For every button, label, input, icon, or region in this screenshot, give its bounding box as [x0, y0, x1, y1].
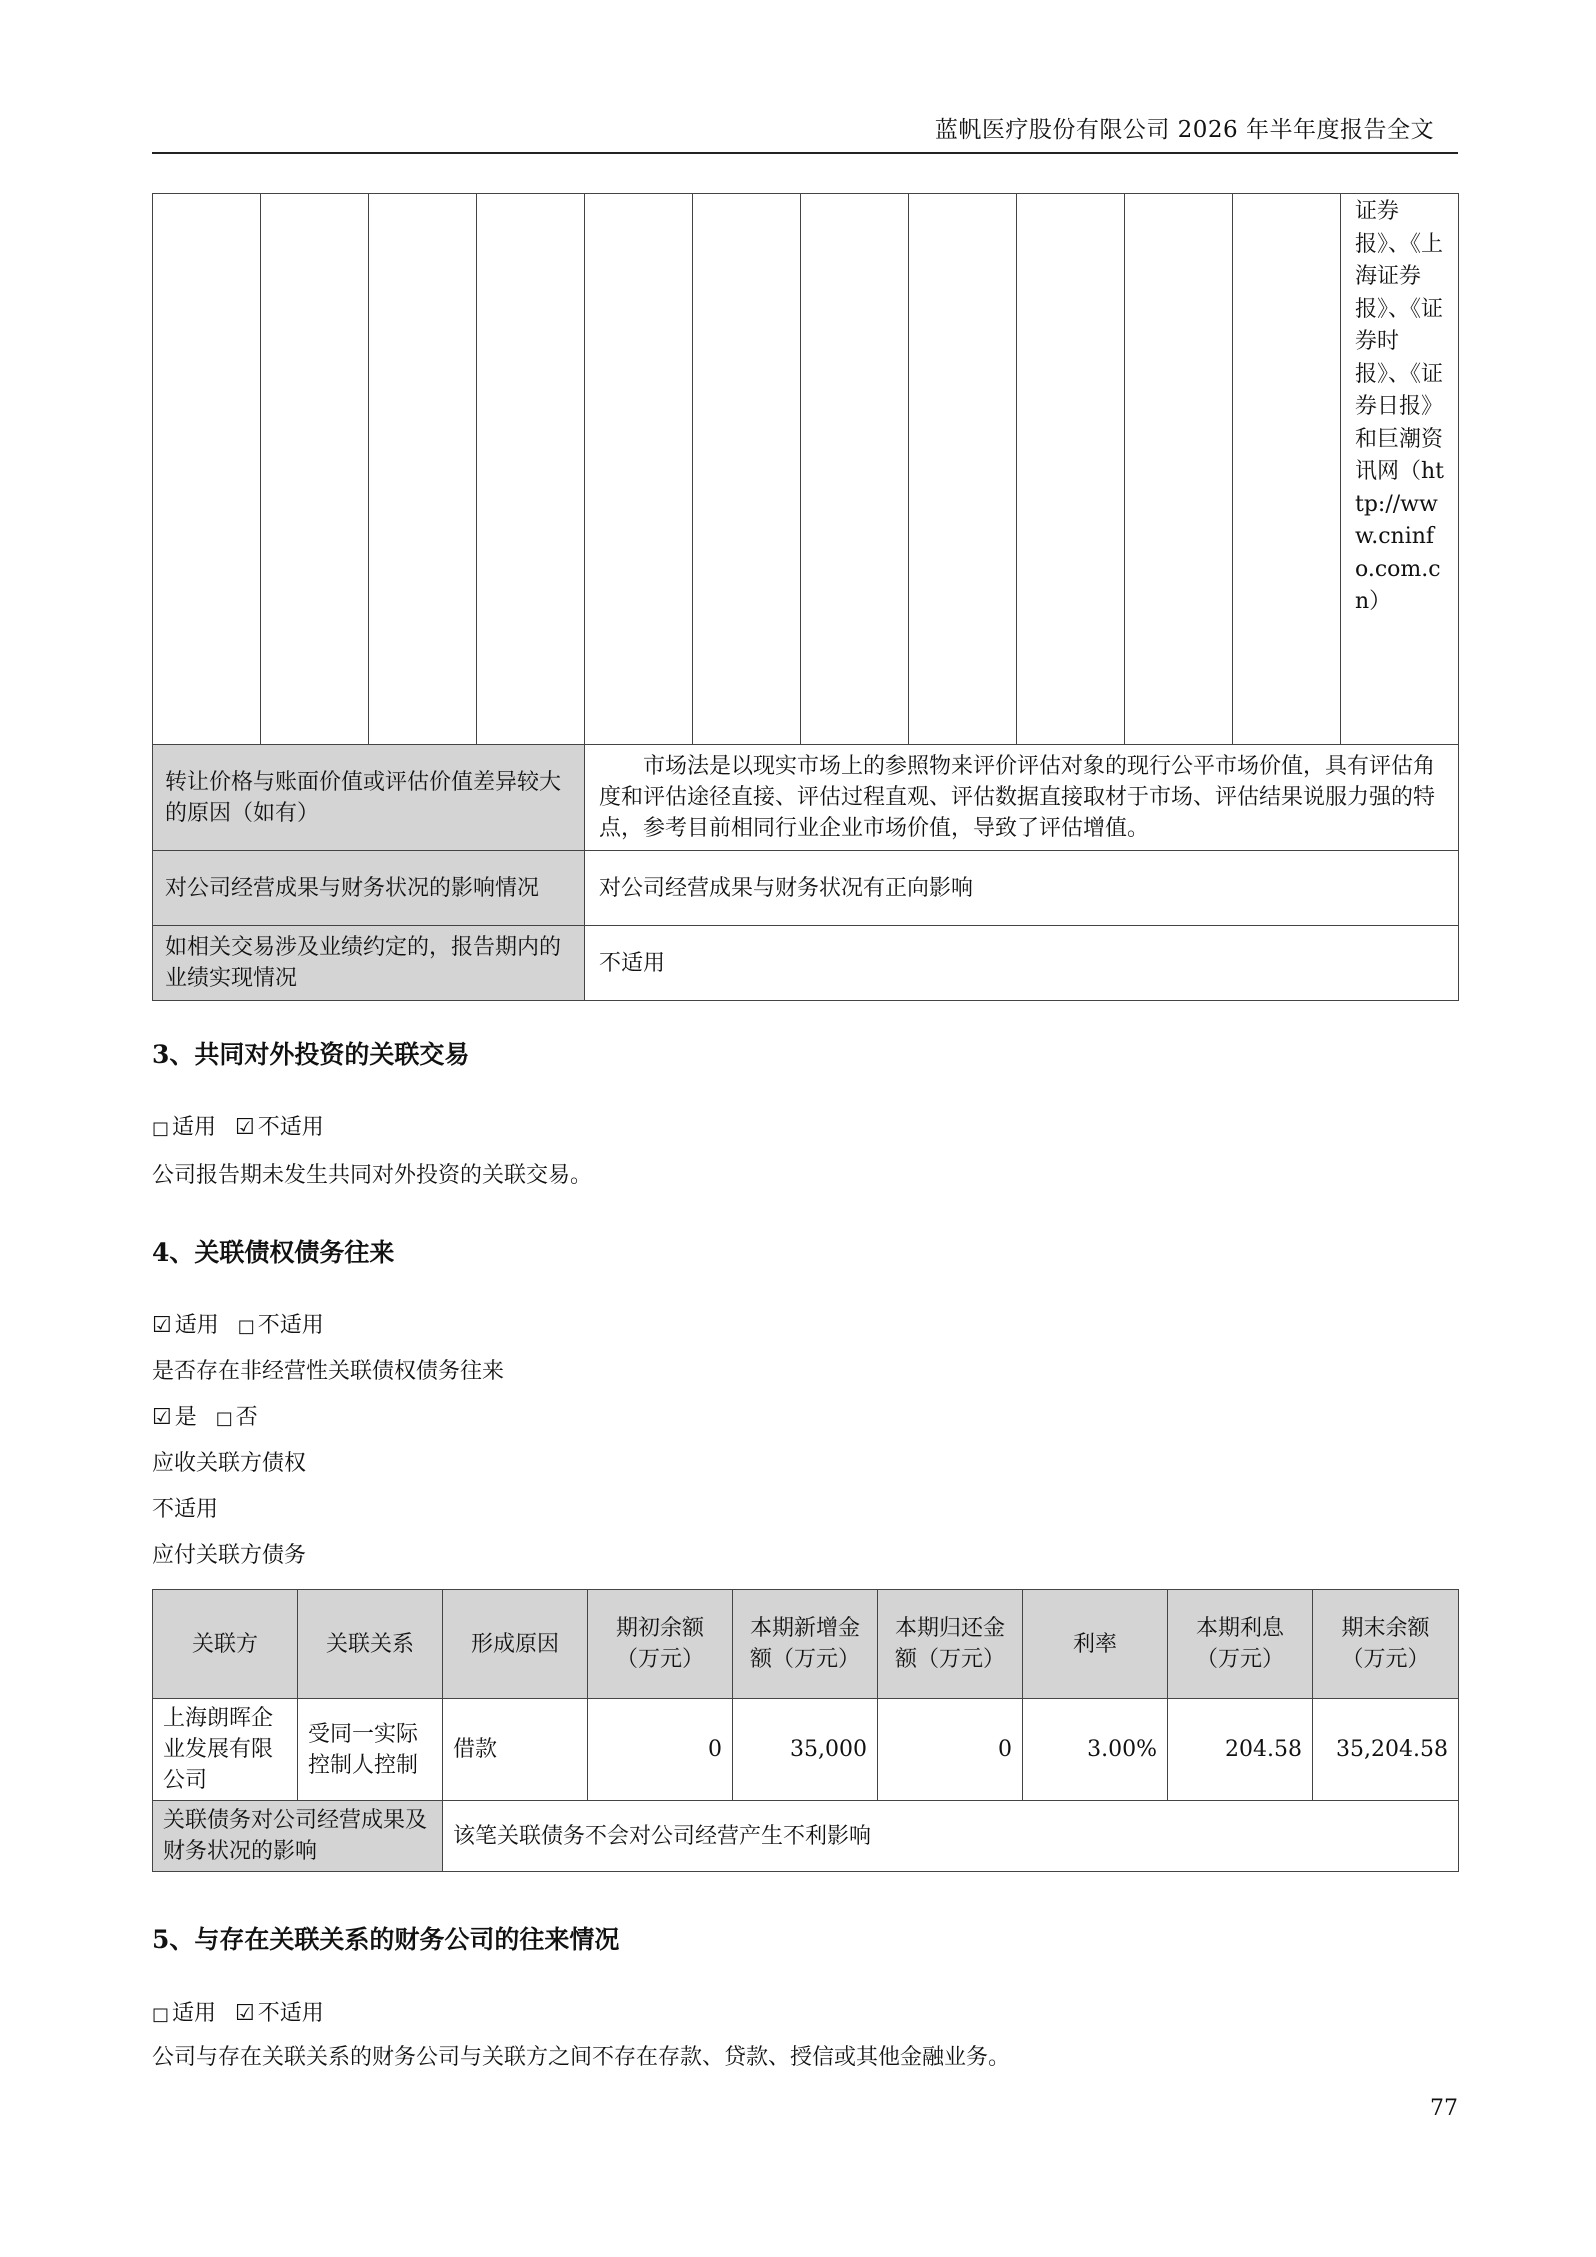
- empty-cell: [693, 194, 801, 745]
- checked-box-icon: ☑: [235, 1115, 255, 1140]
- column-header: 关联方: [153, 1590, 298, 1699]
- report-header-title: 蓝帆医疗股份有限公司 2026 年半年度报告全文: [934, 117, 1434, 143]
- empty-cell: [477, 194, 585, 745]
- table-row: [153, 745, 1459, 851]
- cell-repaid-amount: 0: [878, 1699, 1023, 1801]
- cell-opening-balance: 0: [588, 1699, 733, 1801]
- column-header: 关联关系: [298, 1590, 443, 1699]
- payable-label: 应付关联方债务: [152, 1543, 307, 1568]
- unchecked-box-icon: □: [152, 1118, 170, 1139]
- cell-related-party: 上海朗晖企业发展有限公司: [153, 1699, 298, 1801]
- row-label: 对公司经营成果与财务状况的影响情况: [153, 851, 585, 926]
- table-row: [153, 851, 1459, 926]
- column-header: 本期利息（万元）: [1168, 1590, 1313, 1699]
- checked-box-icon: ☑: [235, 2001, 255, 2026]
- checked-box-icon: ☑: [152, 1405, 172, 1430]
- empty-cell: [153, 194, 261, 745]
- column-header: 本期新增金额（万元）: [733, 1590, 878, 1699]
- section-3-text: 公司报告期未发生共同对外投资的关联交易。: [152, 1163, 593, 1188]
- empty-cell: [369, 194, 477, 745]
- column-header: 利率: [1023, 1590, 1168, 1699]
- row-value: 不适用: [585, 926, 1459, 1001]
- row-label: 转让价格与账面价值或评估价值差异较大的原因（如有）: [153, 745, 585, 851]
- unchecked-box-icon: □: [152, 2004, 170, 2025]
- cell-closing-balance: 35,204.58: [1313, 1699, 1459, 1801]
- section-3-heading: 3、共同对外投资的关联交易: [152, 1040, 470, 1069]
- impact-label: 关联债务对公司经营成果及财务状况的影响: [153, 1801, 443, 1872]
- table-row: [153, 194, 1459, 745]
- section-5-heading: 5、与存在关联关系的财务公司的往来情况: [152, 1925, 620, 1954]
- table-row: [153, 1801, 1459, 1872]
- nonoperating-question: 是否存在非经营性关联债权债务往来: [152, 1359, 505, 1384]
- header-divider: [152, 152, 1458, 154]
- row-label: 如相关交易涉及业绩约定的，报告期内的业绩实现情况: [153, 926, 585, 1001]
- empty-cell: [909, 194, 1017, 745]
- receivable-value: 不适用: [152, 1497, 219, 1522]
- cell-relationship: 受同一实际控制人控制: [298, 1699, 443, 1801]
- table-row: [153, 1699, 1459, 1801]
- cell-interest-rate: 3.00%: [1023, 1699, 1168, 1801]
- receivable-label: 应收关联方债权: [152, 1451, 307, 1476]
- cell-new-amount: 35,000: [733, 1699, 878, 1801]
- disclosure-media-cell: 证券报》、《上海证券报》、《证券时报》、《证券日报》和巨潮资讯网（http://www.cninfo.com.cn）: [1341, 194, 1459, 745]
- row-value: 对公司经营成果与财务状况有正向影响: [585, 851, 1459, 926]
- related-debt-table: [152, 1589, 1459, 1872]
- table-header-row: [153, 1590, 1459, 1699]
- row-value: 市场法是以现实市场上的参照物来评价评估对象的现行公平市场价值，具有评估角度和评估途径直接、评估过程直观、评估数据直接取材于市场、评估结果说服力强的特点，参考目前相同行业企业市场价值，导致了评估增值。: [585, 745, 1459, 851]
- column-header: 本期归还金额（万元）: [878, 1590, 1023, 1699]
- section-4-heading: 4、关联债权债务往来: [152, 1238, 395, 1267]
- empty-cell: [801, 194, 909, 745]
- page-number: 77: [1430, 2096, 1458, 2121]
- cell-interest: 204.58: [1168, 1699, 1313, 1801]
- section-5-text: 公司与存在关联关系的财务公司与关联方之间不存在存款、贷款、授信或其他金融业务。: [152, 2045, 1011, 2070]
- empty-cell: [261, 194, 369, 745]
- yes-no-choice: ☑ 是 □ 否: [152, 1405, 258, 1430]
- unchecked-box-icon: □: [215, 1408, 233, 1429]
- empty-cell: [1125, 194, 1233, 745]
- section-3-applicability: □ 适用 ☑ 不适用: [152, 1115, 324, 1140]
- impact-value: 该笔关联债务不会对公司经营产生不利影响: [443, 1801, 1459, 1872]
- checked-box-icon: ☑: [152, 1313, 172, 1338]
- section-5-applicability: □ 适用 ☑ 不适用: [152, 2001, 324, 2026]
- empty-cell: [1017, 194, 1125, 745]
- empty-cell: [1233, 194, 1341, 745]
- column-header: 形成原因: [443, 1590, 588, 1699]
- transaction-detail-table: [152, 193, 1459, 1001]
- empty-cell: [585, 194, 693, 745]
- table-row: [153, 926, 1459, 1001]
- column-header: 期末余额（万元）: [1313, 1590, 1459, 1699]
- cell-cause: 借款: [443, 1699, 588, 1801]
- column-header: 期初余额（万元）: [588, 1590, 733, 1699]
- section-4-applicability: ☑ 适用 □ 不适用: [152, 1313, 324, 1338]
- unchecked-box-icon: □: [237, 1316, 255, 1337]
